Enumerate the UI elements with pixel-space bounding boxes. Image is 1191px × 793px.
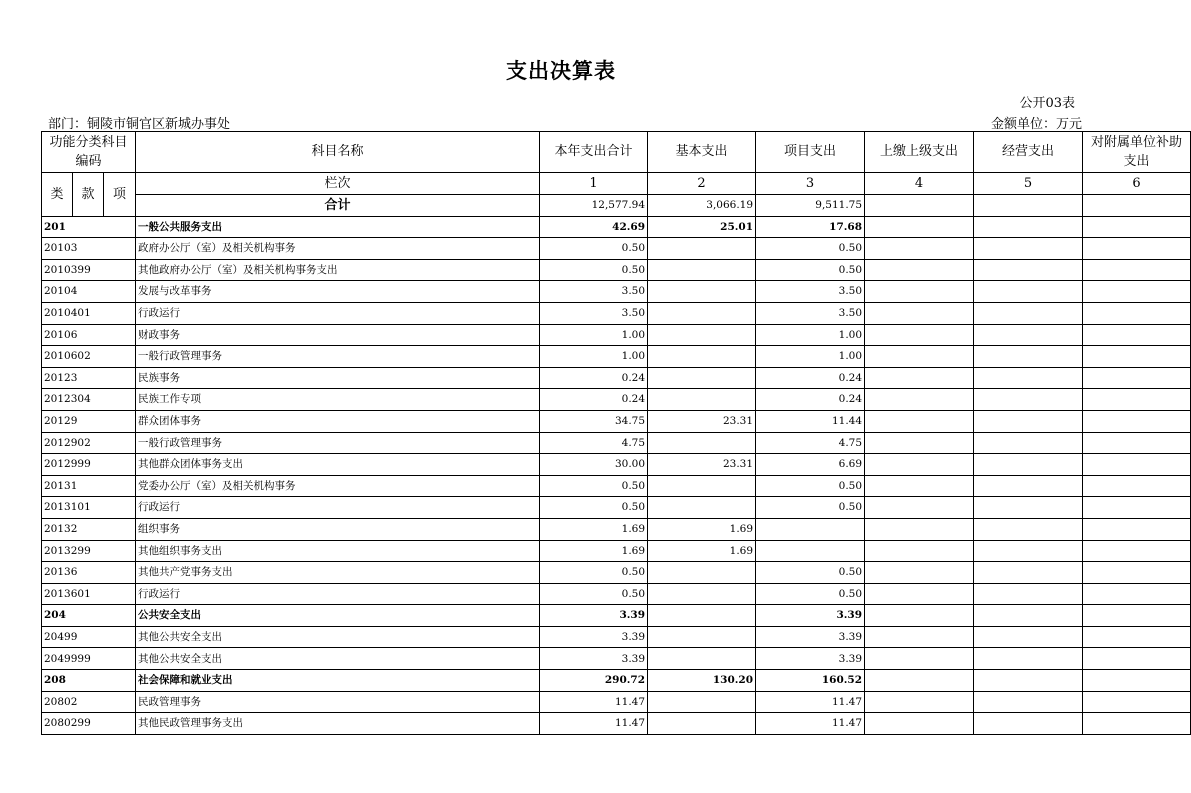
row-project: 1.00 [756,346,865,368]
row-project: 0.50 [756,497,865,519]
row-name: 其他共产党事务支出 [136,562,540,584]
row-name: 民族事务 [136,367,540,389]
row-total: 0.24 [540,367,648,389]
row-upper [865,713,974,735]
row-total: 3.39 [540,648,648,670]
row-upper [865,346,974,368]
table-row [42,518,1191,540]
row-total: 1.00 [540,346,648,368]
header-kuan: 款 [73,173,104,217]
row-business [974,518,1083,540]
row-business [974,562,1083,584]
row-business [974,691,1083,713]
header-row-2 [42,173,1191,195]
table-row [42,324,1191,346]
row-subsidy [1083,648,1191,670]
table-row [42,583,1191,605]
row-upper [865,259,974,281]
row-business [974,583,1083,605]
row-basic [648,302,756,324]
department-label: 部门：铜陵市铜官区新城办事处 [48,117,231,132]
row-code: 20106 [42,324,136,346]
table-row [42,626,1191,648]
table-row [42,302,1191,324]
table-row [42,648,1191,670]
row-project: 0.24 [756,367,865,389]
row-basic [648,367,756,389]
total-value: 12,577.94 [540,195,648,217]
row-total: 3.50 [540,302,648,324]
row-basic: 23.31 [648,454,756,476]
table-row [42,540,1191,562]
table-row [42,281,1191,303]
page-title: 支出决算表 [506,59,616,83]
row-basic [648,238,756,260]
col-num-5: 5 [974,173,1083,195]
row-code: 2012304 [42,389,136,411]
table-row [42,410,1191,432]
row-upper [865,648,974,670]
row-upper [865,454,974,476]
empty-cell [1083,195,1191,217]
table-row [42,605,1191,627]
row-basic [648,497,756,519]
table-row [42,670,1191,692]
table-row [42,497,1191,519]
row-basic [648,346,756,368]
row-project [756,540,865,562]
row-project: 3.50 [756,281,865,303]
row-basic [648,259,756,281]
row-subsidy [1083,432,1191,454]
row-name: 一般行政管理事务 [136,432,540,454]
row-code: 2012999 [42,454,136,476]
col-num-3: 3 [756,173,865,195]
row-upper [865,583,974,605]
row-project: 0.24 [756,389,865,411]
row-business [974,324,1083,346]
row-project: 0.50 [756,583,865,605]
row-name: 民族工作专项 [136,389,540,411]
row-name: 民政管理事务 [136,691,540,713]
table-row [42,691,1191,713]
row-code: 20802 [42,691,136,713]
row-name: 其他民政管理事务支出 [136,713,540,735]
row-business [974,713,1083,735]
row-name: 一般公共服务支出 [136,216,540,238]
row-business [974,670,1083,692]
row-basic [648,281,756,303]
row-total: 1.69 [540,540,648,562]
row-basic [648,626,756,648]
row-code: 20499 [42,626,136,648]
row-name: 一般行政管理事务 [136,346,540,368]
header-basic: 基本支出 [648,132,756,173]
row-basic [648,691,756,713]
row-project: 3.39 [756,626,865,648]
row-upper [865,367,974,389]
row-total: 3.50 [540,281,648,303]
table-row [42,454,1191,476]
row-basic: 1.69 [648,540,756,562]
row-name: 公共安全支出 [136,605,540,627]
row-code: 20103 [42,238,136,260]
row-basic [648,432,756,454]
row-upper [865,302,974,324]
row-code: 2012902 [42,432,136,454]
table-row [42,367,1191,389]
row-project: 6.69 [756,454,865,476]
row-subsidy [1083,259,1191,281]
row-name: 财政事务 [136,324,540,346]
row-subsidy [1083,367,1191,389]
table-row [42,432,1191,454]
row-subsidy [1083,518,1191,540]
total-row [42,195,1191,217]
row-name: 其他公共安全支出 [136,626,540,648]
row-subsidy [1083,475,1191,497]
row-upper [865,497,974,519]
row-basic [648,605,756,627]
row-subsidy [1083,583,1191,605]
row-project: 11.47 [756,691,865,713]
row-name: 其他公共安全支出 [136,648,540,670]
table-row [42,216,1191,238]
row-upper [865,216,974,238]
row-subsidy [1083,454,1191,476]
row-code: 204 [42,605,136,627]
header-project: 项目支出 [756,132,865,173]
header-total: 本年支出合计 [540,132,648,173]
row-project: 0.50 [756,259,865,281]
column-number-label: 栏次 [136,173,540,195]
row-name: 社会保障和就业支出 [136,670,540,692]
row-total: 0.50 [540,475,648,497]
row-subsidy [1083,324,1191,346]
row-subsidy [1083,410,1191,432]
row-business [974,216,1083,238]
unit-label: 金额单位：万元 [990,117,1082,132]
row-subsidy [1083,389,1191,411]
row-basic [648,475,756,497]
row-project: 11.44 [756,410,865,432]
row-project: 0.50 [756,562,865,584]
row-code: 20131 [42,475,136,497]
row-basic: 25.01 [648,216,756,238]
row-name: 群众团体事务 [136,410,540,432]
row-business [974,281,1083,303]
header-business: 经营支出 [974,132,1083,173]
row-total: 34.75 [540,410,648,432]
header-func-code: 功能分类科目编码 [42,132,136,173]
table-row [42,259,1191,281]
row-upper [865,475,974,497]
row-subsidy [1083,302,1191,324]
row-subsidy [1083,281,1191,303]
row-subsidy [1083,562,1191,584]
row-name: 其他政府办公厅（室）及相关机构事务支出 [136,259,540,281]
row-total: 3.39 [540,605,648,627]
row-subsidy [1083,216,1191,238]
row-basic: 130.20 [648,670,756,692]
row-upper [865,562,974,584]
row-subsidy [1083,497,1191,519]
row-basic [648,583,756,605]
row-business [974,454,1083,476]
row-total: 0.24 [540,389,648,411]
row-subsidy [1083,238,1191,260]
row-upper [865,670,974,692]
row-name: 发展与改革事务 [136,281,540,303]
row-total: 3.39 [540,626,648,648]
header-lei: 类 [42,173,73,217]
row-code: 2013101 [42,497,136,519]
row-project: 1.00 [756,324,865,346]
row-business [974,540,1083,562]
table-row [42,389,1191,411]
row-code: 2013299 [42,540,136,562]
row-project: 3.50 [756,302,865,324]
row-upper [865,410,974,432]
row-total: 290.72 [540,670,648,692]
row-code: 2080299 [42,713,136,735]
row-name: 组织事务 [136,518,540,540]
row-upper [865,432,974,454]
row-code: 201 [42,216,136,238]
row-business [974,367,1083,389]
row-upper [865,605,974,627]
header-subsidy: 对附属单位补助支出 [1083,132,1191,173]
row-project: 160.52 [756,670,865,692]
expenditure-table [41,131,1191,735]
row-total: 0.50 [540,497,648,519]
row-total: 42.69 [540,216,648,238]
row-code: 2010401 [42,302,136,324]
row-business [974,605,1083,627]
row-basic [648,648,756,670]
col-num-6: 6 [1083,173,1191,195]
row-project: 0.50 [756,475,865,497]
form-code: 公开03表 [1019,96,1075,111]
row-total: 11.47 [540,713,648,735]
row-project: 3.39 [756,605,865,627]
row-code: 2013601 [42,583,136,605]
row-code: 2010399 [42,259,136,281]
row-project: 17.68 [756,216,865,238]
row-basic [648,389,756,411]
row-total: 11.47 [540,691,648,713]
row-business [974,497,1083,519]
row-business [974,259,1083,281]
row-business [974,432,1083,454]
header-xiang: 项 [104,173,136,217]
row-project: 3.39 [756,648,865,670]
table-row [42,475,1191,497]
empty-cell [865,195,974,217]
col-num-2: 2 [648,173,756,195]
row-business [974,648,1083,670]
row-code: 20104 [42,281,136,303]
row-total: 0.50 [540,562,648,584]
row-upper [865,691,974,713]
row-total: 0.50 [540,259,648,281]
total-project: 9,511.75 [756,195,865,217]
row-code: 2010602 [42,346,136,368]
row-upper [865,626,974,648]
row-subsidy [1083,691,1191,713]
row-subsidy [1083,670,1191,692]
row-total: 1.69 [540,518,648,540]
row-basic: 23.31 [648,410,756,432]
row-code: 20132 [42,518,136,540]
row-total: 4.75 [540,432,648,454]
row-code: 20136 [42,562,136,584]
empty-cell [974,195,1083,217]
row-name: 政府办公厅（室）及相关机构事务 [136,238,540,260]
row-upper [865,324,974,346]
row-business [974,475,1083,497]
row-name: 其他群众团体事务支出 [136,454,540,476]
row-code: 20123 [42,367,136,389]
row-subsidy [1083,605,1191,627]
row-name: 党委办公厅（室）及相关机构事务 [136,475,540,497]
total-label: 合计 [136,195,540,217]
row-name: 其他组织事务支出 [136,540,540,562]
row-total: 0.50 [540,583,648,605]
row-upper [865,238,974,260]
row-subsidy [1083,346,1191,368]
row-basic [648,562,756,584]
row-business [974,626,1083,648]
row-name: 行政运行 [136,583,540,605]
row-upper [865,518,974,540]
row-project: 4.75 [756,432,865,454]
header-upper: 上缴上级支出 [865,132,974,173]
row-name: 行政运行 [136,497,540,519]
row-basic: 1.69 [648,518,756,540]
row-upper [865,389,974,411]
row-code: 208 [42,670,136,692]
row-upper [865,540,974,562]
col-num-4: 4 [865,173,974,195]
row-total: 0.50 [540,238,648,260]
row-basic [648,324,756,346]
row-business [974,389,1083,411]
row-business [974,410,1083,432]
row-total: 1.00 [540,324,648,346]
table-row [42,238,1191,260]
row-basic [648,713,756,735]
row-code: 20129 [42,410,136,432]
row-upper [865,281,974,303]
row-project [756,518,865,540]
table-row [42,346,1191,368]
row-project: 11.47 [756,713,865,735]
row-project: 0.50 [756,238,865,260]
row-business [974,346,1083,368]
row-code: 2049999 [42,648,136,670]
row-subsidy [1083,713,1191,735]
row-business [974,238,1083,260]
header-name: 科目名称 [136,132,540,173]
header-row [42,132,1191,173]
total-basic: 3,066.19 [648,195,756,217]
col-num-1: 1 [540,173,648,195]
row-business [974,302,1083,324]
row-subsidy [1083,540,1191,562]
row-name: 行政运行 [136,302,540,324]
table-row [42,562,1191,584]
row-total: 30.00 [540,454,648,476]
table-row [42,713,1191,735]
row-subsidy [1083,626,1191,648]
